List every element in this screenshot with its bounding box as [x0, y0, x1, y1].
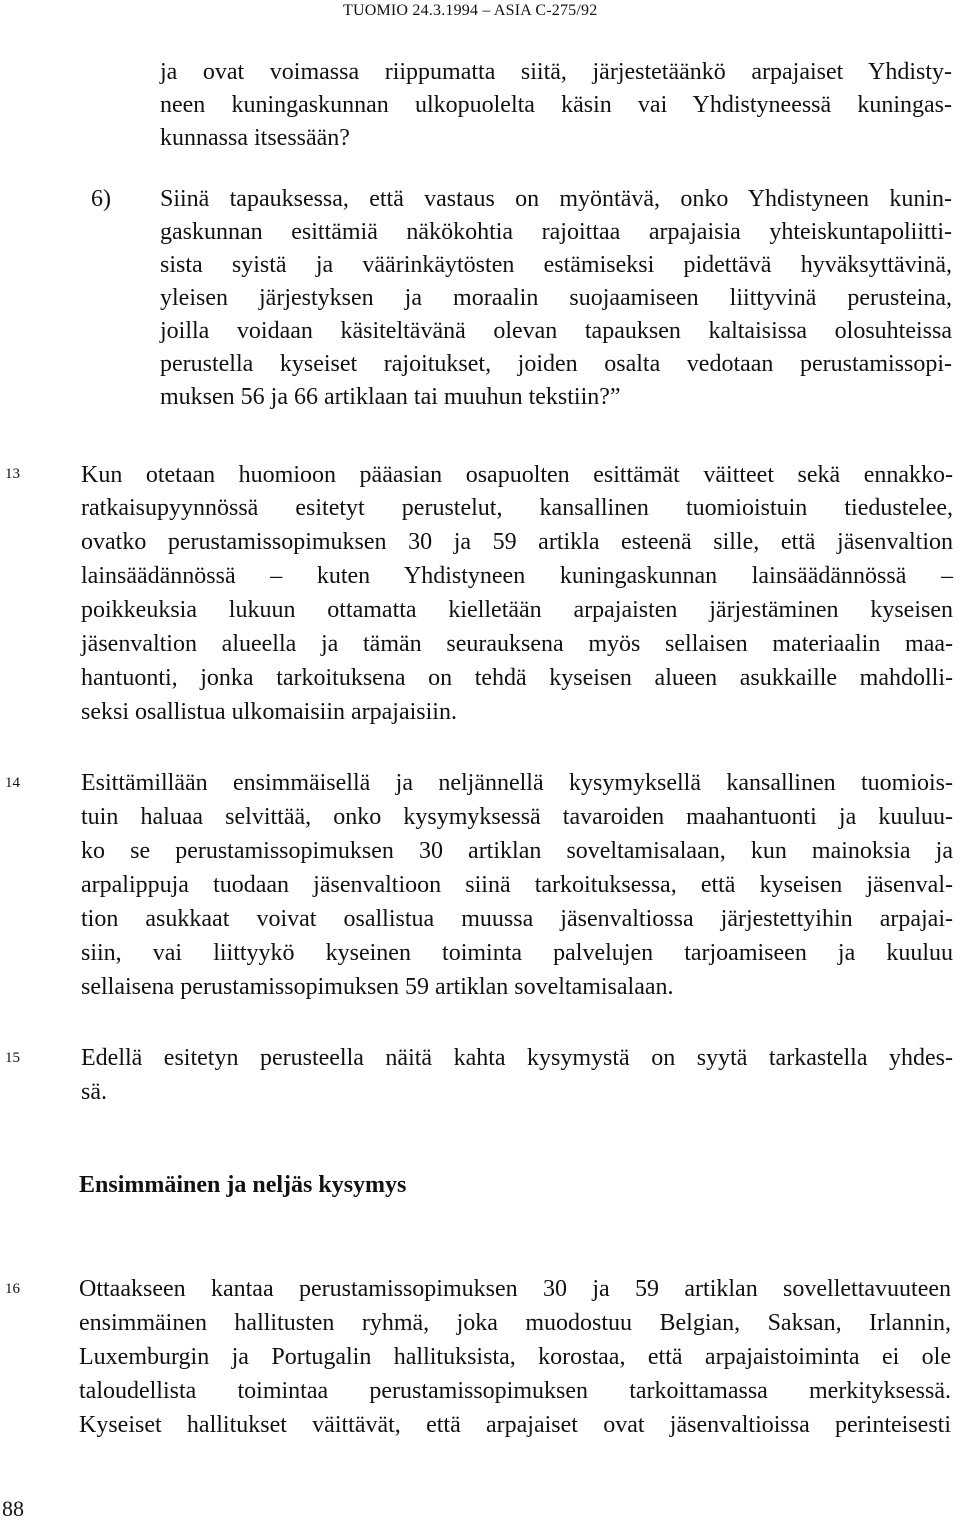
- text-line: Kyseiset hallitukset väittävät, että arpajaiset ovat jäsenvaltioissa perinteisesti: [79, 1412, 951, 1438]
- text-line: ovatko perustamissopimuksen 30 ja 59 artikla esteenä sille, että jäsenvaltion: [81, 529, 953, 555]
- text-line: muksen 56 ja 66 artiklaan tai muuhun tekstiin?”: [160, 384, 621, 410]
- text-line: arpalippuja tuodaan jäsenvaltioon siinä tarkoituksessa, että kyseisen jäsenval-: [81, 872, 953, 898]
- section-heading: Ensimmäinen ja neljäs kysymys: [79, 1172, 407, 1198]
- text-line: ratkaisupyynnössä esitetyt perustelut, kansallinen tuomioistuin tiedustelee,: [81, 495, 953, 521]
- paragraph-number: 14: [5, 775, 20, 791]
- text-line: taloudellista toimintaa perustamissopimuksen tarkoittamassa merkityksessä.: [79, 1378, 951, 1404]
- text-line: sellaisena perustamissopimuksen 59 artiklan soveltamisalaan.: [81, 974, 674, 1000]
- text-line: seksi osallistua ulkomaisiin arpajaisiin.: [81, 699, 457, 725]
- running-head: TUOMIO 24.3.1994 – ASIA C-275/92: [343, 2, 598, 19]
- text-line: Ottaakseen kantaa perustamissopimuksen 30 ja 59 artiklan sovellettavuuteen: [79, 1276, 951, 1302]
- paragraph-number: 16: [5, 1281, 20, 1297]
- text-line: Luxemburgin ja Portugalin hallituksista, korostaa, että arpajaistoiminta ei ole: [79, 1344, 951, 1370]
- text-line: tion asukkaat voivat osallistua muussa jäsenvaltiossa järjestettyihin arpajai-: [81, 906, 953, 932]
- text-line: yleisen järjestyksen ja moraalin suojaamiseen liittyvinä perusteina,: [160, 285, 952, 311]
- text-line: Kun otetaan huomioon pääasian osapuolten esittämät väitteet sekä ennakko-: [81, 462, 953, 488]
- text-line: ensimmäinen hallitusten ryhmä, joka muodostuu Belgian, Saksan, Irlannin,: [79, 1310, 951, 1336]
- text-line: neen kuningaskunnan ulkopuolelta käsin vai Yhdistyneessä kuningas-: [160, 92, 952, 118]
- text-line: sista syistä ja väärinkäytösten estämiseksi pidettävä hyväksyttävinä,: [160, 252, 952, 278]
- text-line: Edellä esitetyn perusteella näitä kahta kysymystä on syytä tarkastella yhdes-: [81, 1045, 953, 1071]
- text-line: Esittämillään ensimmäisellä ja neljännellä kysymyksellä kansallinen tuomiois-: [81, 770, 953, 796]
- question-label: 6): [91, 186, 111, 212]
- text-line: hantuonti, jonka tarkoituksena on tehdä kyseisen alueen asukkaille mahdolli-: [81, 665, 953, 691]
- text-line: lainsäädännössä – kuten Yhdistyneen kuningaskunnan lainsäädännössä –: [81, 563, 953, 589]
- text-line: tuin haluaa selvittää, onko kysymyksessä tavaroiden maahantuonti ja kuuluu-: [81, 804, 953, 830]
- text-line: Siinä tapauksessa, että vastaus on myöntävä, onko Yhdistyneen kunin-: [160, 186, 952, 212]
- text-line: gaskunnan esittämiä näkökohtia rajoittaa arpajaisia yhteiskuntapoliitti-: [160, 219, 952, 245]
- page-number: 88: [2, 1496, 24, 1521]
- text-line: poikkeuksia lukuun ottamatta kielletään arpajaisten järjestäminen kyseisen: [81, 597, 953, 623]
- text-line: sä.: [81, 1079, 107, 1105]
- text-line: jäsenvaltion alueella ja tämän seurauksena myös sellaisen materiaalin maa-: [81, 631, 953, 657]
- text-line: ko se perustamissopimuksen 30 artiklan soveltamisalaan, kun mainoksia ja: [81, 838, 953, 864]
- text-line: joilla voidaan käsiteltävänä olevan tapauksen kaltaisissa olosuhteissa: [160, 318, 952, 344]
- text-line: kunnassa itsessään?: [160, 125, 350, 151]
- text-line: perustella kyseiset rajoitukset, joiden osalta vedotaan perustamissopi-: [160, 351, 952, 377]
- paragraph-number: 13: [5, 466, 20, 482]
- text-line: siin, vai liittyykö kyseinen toiminta palvelujen tarjoamiseen ja kuuluu: [81, 940, 953, 966]
- text-line: ja ovat voimassa riippumatta siitä, järjestetäänkö arpajaiset Yhdisty-: [160, 59, 952, 85]
- paragraph-number: 15: [5, 1050, 20, 1066]
